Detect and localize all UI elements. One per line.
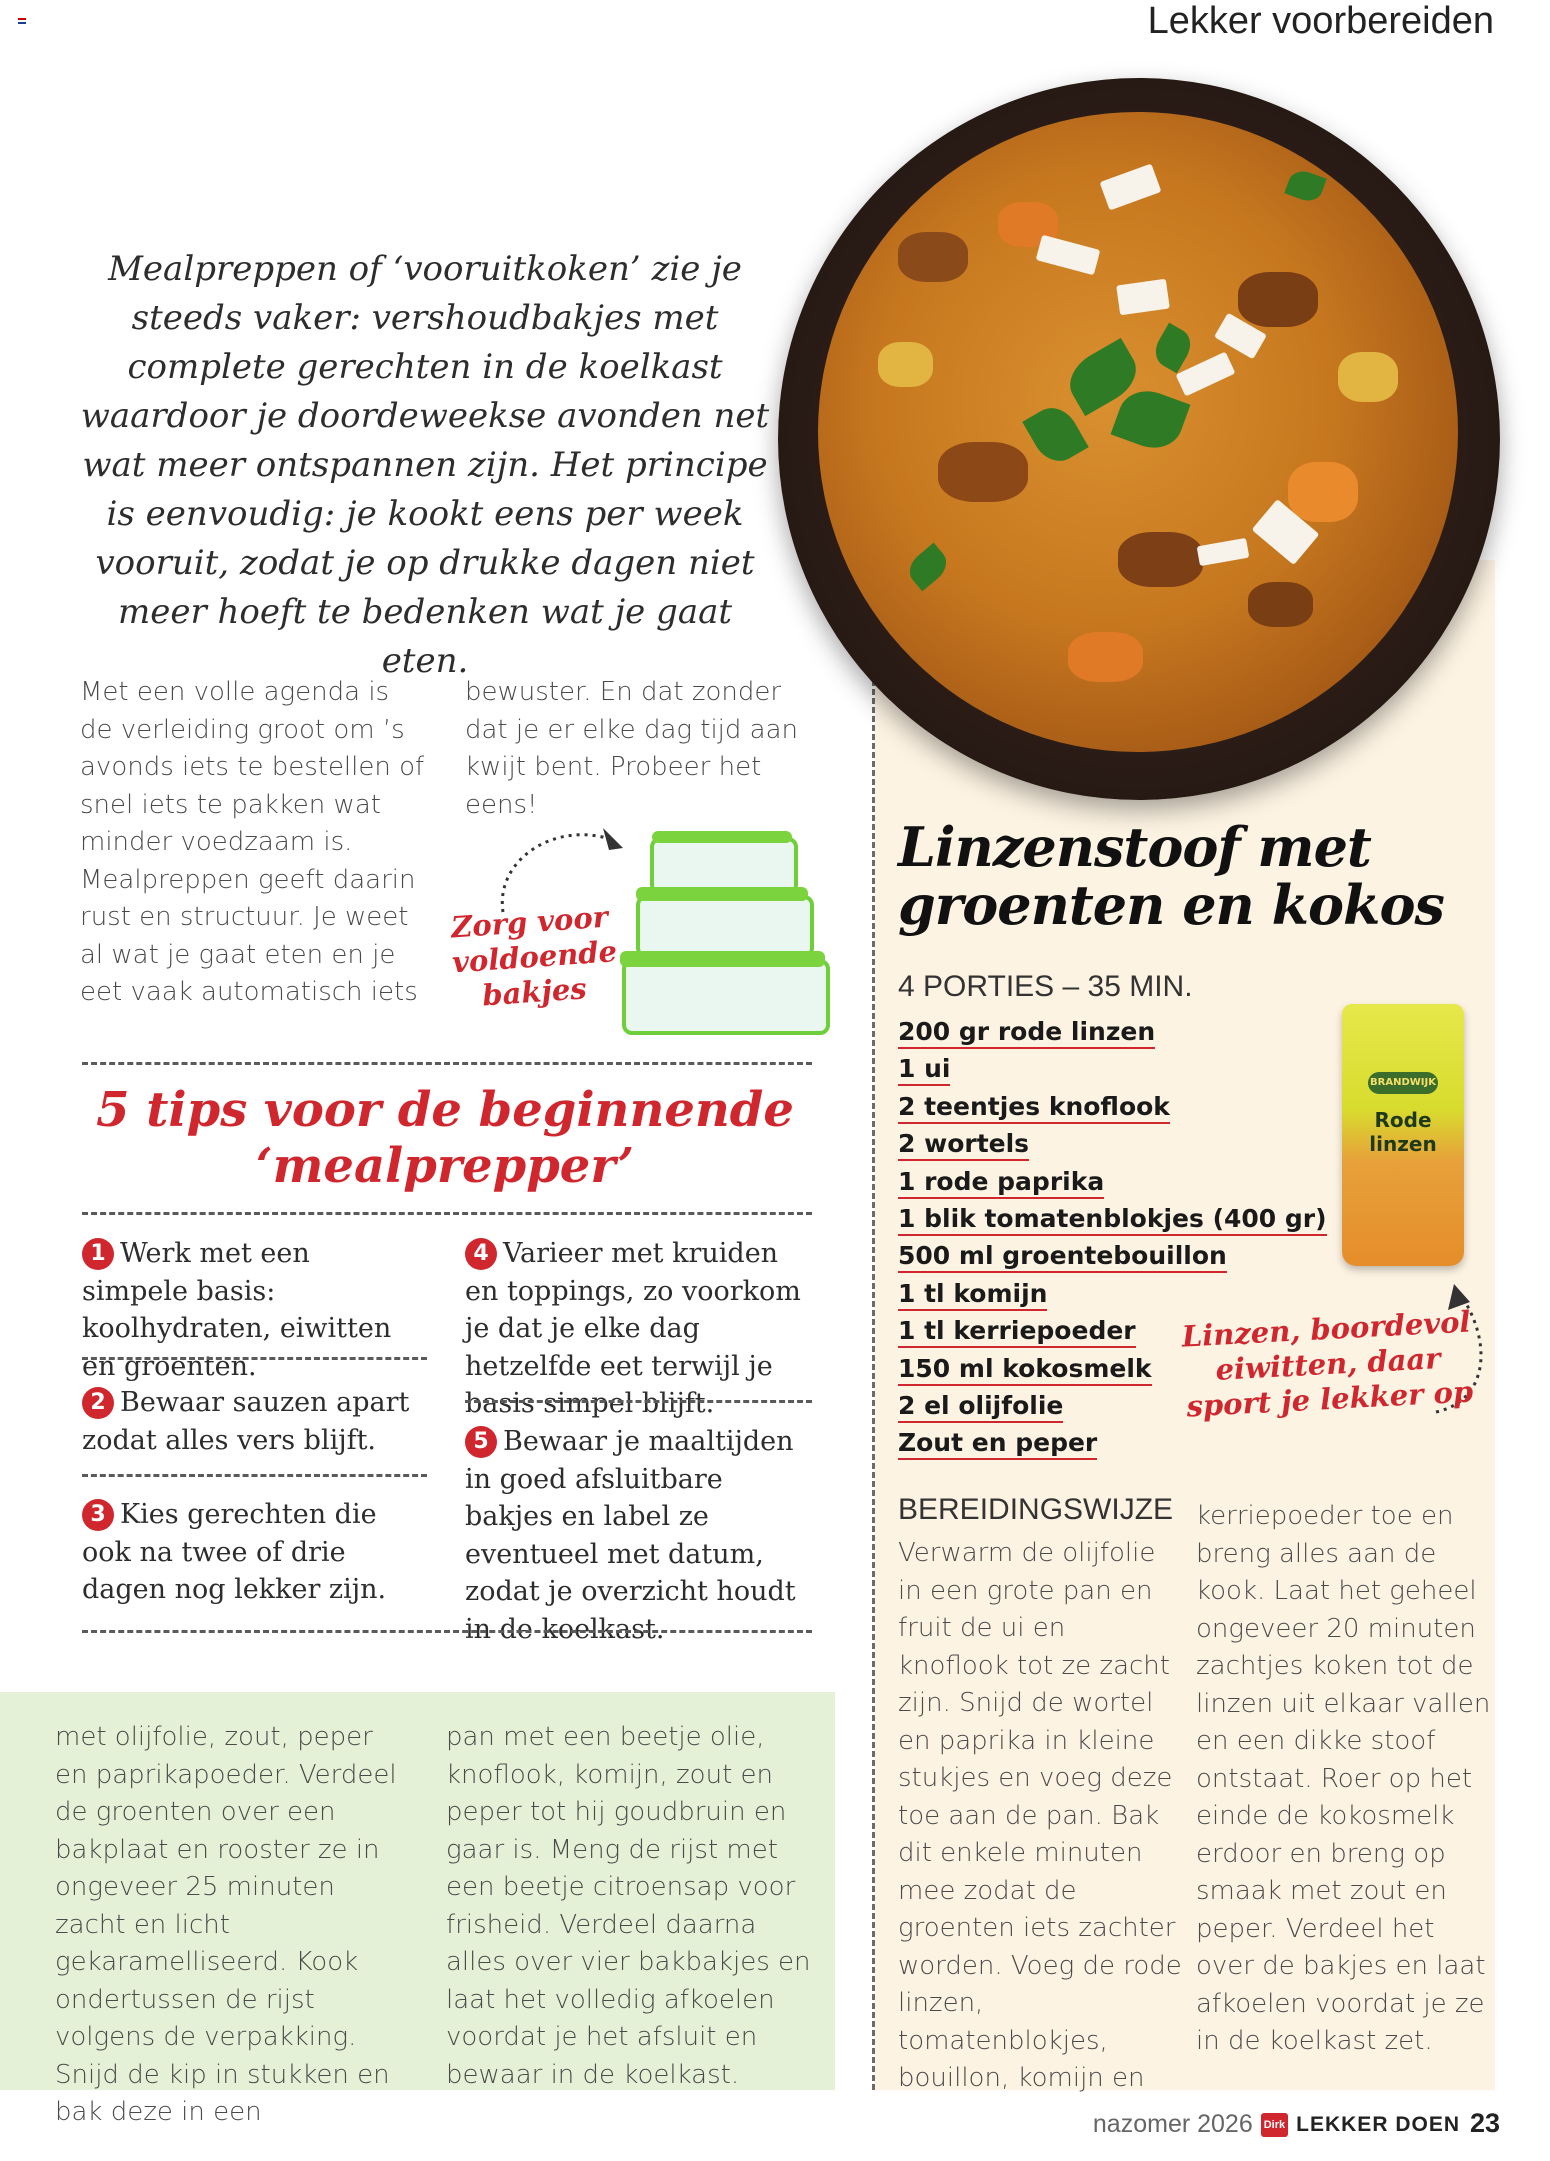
section-title: Lekker voorbereiden <box>1147 0 1494 42</box>
ingredient-item: 150 ml kokosmelk <box>898 1350 1327 1387</box>
tip-text: Kies gerechten die ook na twee of drie dagen nog lekker zijn. <box>82 1499 387 1605</box>
tip-text: Bewaar sauzen apart zodat alles vers blijft. <box>82 1387 410 1456</box>
containers-image <box>620 825 835 1035</box>
tip-2 <box>82 1384 422 1459</box>
divider <box>82 1474 427 1477</box>
tip-number-badge: 3 <box>82 1499 114 1531</box>
ingredient-item: 2 teentjes knoflook <box>898 1088 1327 1125</box>
tip-5 <box>465 1423 815 1648</box>
page-number: 23 <box>1469 2108 1500 2138</box>
tip-1 <box>82 1235 422 1385</box>
ingredient-item: Zout en peper <box>898 1424 1327 1461</box>
tip-text: Bewaar je maaltijden in goed afsluitbare bakjes en label ze eventueel met datum, zodat je overzicht houdt in de koelkast. <box>465 1426 796 1645</box>
lentils-callout: Linzen, boordevol eiwitten, daar sport je lekker op <box>1181 1304 1474 1424</box>
divider <box>82 1212 812 1215</box>
package-label: Rode linzen <box>1369 1108 1437 1156</box>
tip-number-badge: 5 <box>465 1426 497 1458</box>
tip-text: Werk met een simpele basis: koolhydraten, eiwitten en groenten. <box>82 1238 392 1382</box>
ingredient-item: 2 wortels <box>898 1125 1327 1162</box>
tip-number-badge: 1 <box>82 1238 114 1270</box>
green-box-column-2: pan met een beetje olie, knoflook, komijn, zout en peper tot hij goudbruin en gaar is. Meng de rijst met een beetje citroensap voor frisheid. Verdeel daarna alles over vier bakbakjes en laat het volledig afkoelen voordat je het afsluit en bewaar in de koelkast. <box>446 1722 811 2090</box>
tip-number-badge: 4 <box>465 1238 497 1270</box>
flag-icon <box>18 18 26 24</box>
recipe-portions: 4 PORTIES – 35 MIN. <box>898 970 1193 1003</box>
issue-label: nazomer 2026 <box>1092 2110 1253 2138</box>
method-column-2: kerriepoeder toe en breng alles aan de kook. Laat het geheel ongeveer 20 minuten zachtjes koken tot de linzen uit elkaar vallen en een dikke stoof ontstaat. Roer op het einde de kokosmelk erdoor en breng op smaak met zout en peper. Verdeel het over de bakjes en laat afkoelen voordat je ze in de koelkast zet. <box>1196 1501 1491 2056</box>
intro-paragraph: Mealpreppen of ‘vooruitkoken’ zie je steeds vaker: vershoudbakjes met complete gerechten in de koelkast waardoor je doordeweekse avonden net wat meer ontspannen zijn. Het principe is eenvoudig: je kookt eens per week vooruit, zodat je op drukke dagen niet meer hoeft te bedenken wat je gaat eten. <box>80 249 770 681</box>
ingredient-item: 1 ui <box>898 1050 1327 1087</box>
stew-image <box>818 112 1458 752</box>
divider <box>82 1357 427 1360</box>
recipe-title: Linzenstoof met groenten en kokos <box>898 815 1444 937</box>
ingredient-item: 200 gr rode linzen <box>898 1013 1327 1050</box>
lentils-package-image <box>1342 1004 1464 1266</box>
ingredient-item: 1 blik tomatenblokjes (400 gr) <box>898 1200 1327 1237</box>
tip-number-badge: 2 <box>82 1387 114 1419</box>
column-divider <box>872 680 875 2090</box>
page-footer <box>1093 2110 1460 2139</box>
ingredient-item: 2 el olijfolie <box>898 1387 1327 1424</box>
ingredient-item: 1 rode paprika <box>898 1163 1327 1200</box>
magazine-name: LEKKER DOEN <box>1296 2112 1460 2136</box>
method-column-1: Verwarm de olijfolie in een grote pan en fruit de ui en knoflook tot ze zacht zijn. Snijd de wortel en paprika in kleine stukjes en voeg deze toe aan de pan. Bak dit enkele minuten mee zodat de groenten iets zachter worden. Voeg de rode linzen, tomatenblokjes, bouillon, komijn en <box>898 1538 1182 2093</box>
tip-text: Varieer met kruiden en toppings, zo voorkom je dat je elke dag hetzelfde eet terwijl je basis simpel blijft. <box>465 1238 801 1419</box>
ingredient-item: 1 tl komijn <box>898 1275 1327 1312</box>
dirk-logo: Dirk <box>1261 2113 1288 2137</box>
ingredient-item: 1 tl kerriepoeder <box>898 1312 1327 1349</box>
green-box-column-1: met olijfolie, zout, peper en paprikapoeder. Verdeel de groenten over een bakplaat en rooster ze in ongeveer 25 minuten zacht en licht gekaramelliseerd. Kook ondertussen de rijst volgens de verpakking. Snijd de kip in stukken en bak deze in een <box>55 1722 397 2127</box>
package-brand: BRANDWIJK <box>1368 1072 1438 1094</box>
containers-callout: Zorg voor voldoende bakjes <box>450 899 619 1013</box>
divider <box>82 1062 812 1065</box>
tips-title: 5 tips voor de beginnende ‘mealprepper’ <box>96 1082 794 1194</box>
ingredient-item: 500 ml groentebouillon <box>898 1237 1327 1274</box>
tip-4 <box>465 1235 815 1423</box>
body-column-1: Met een volle agenda is de verleiding groot om ’s avonds iets te bestellen of snel iets te pakken wat minder voedzaam is. Mealpreppen geeft daarin rust en structuur. Je weet al wat je gaat eten en je eet vaak automatisch iets <box>80 677 425 1007</box>
divider <box>82 1630 812 1633</box>
tip-3 <box>82 1496 422 1609</box>
method-heading: BEREIDINGSWIJZE <box>898 1493 1174 1526</box>
divider <box>465 1400 812 1403</box>
body-column-2: bewuster. En dat zonder dat je er elke dag tijd aan kwijt bent. Probeer het eens! <box>465 677 798 820</box>
